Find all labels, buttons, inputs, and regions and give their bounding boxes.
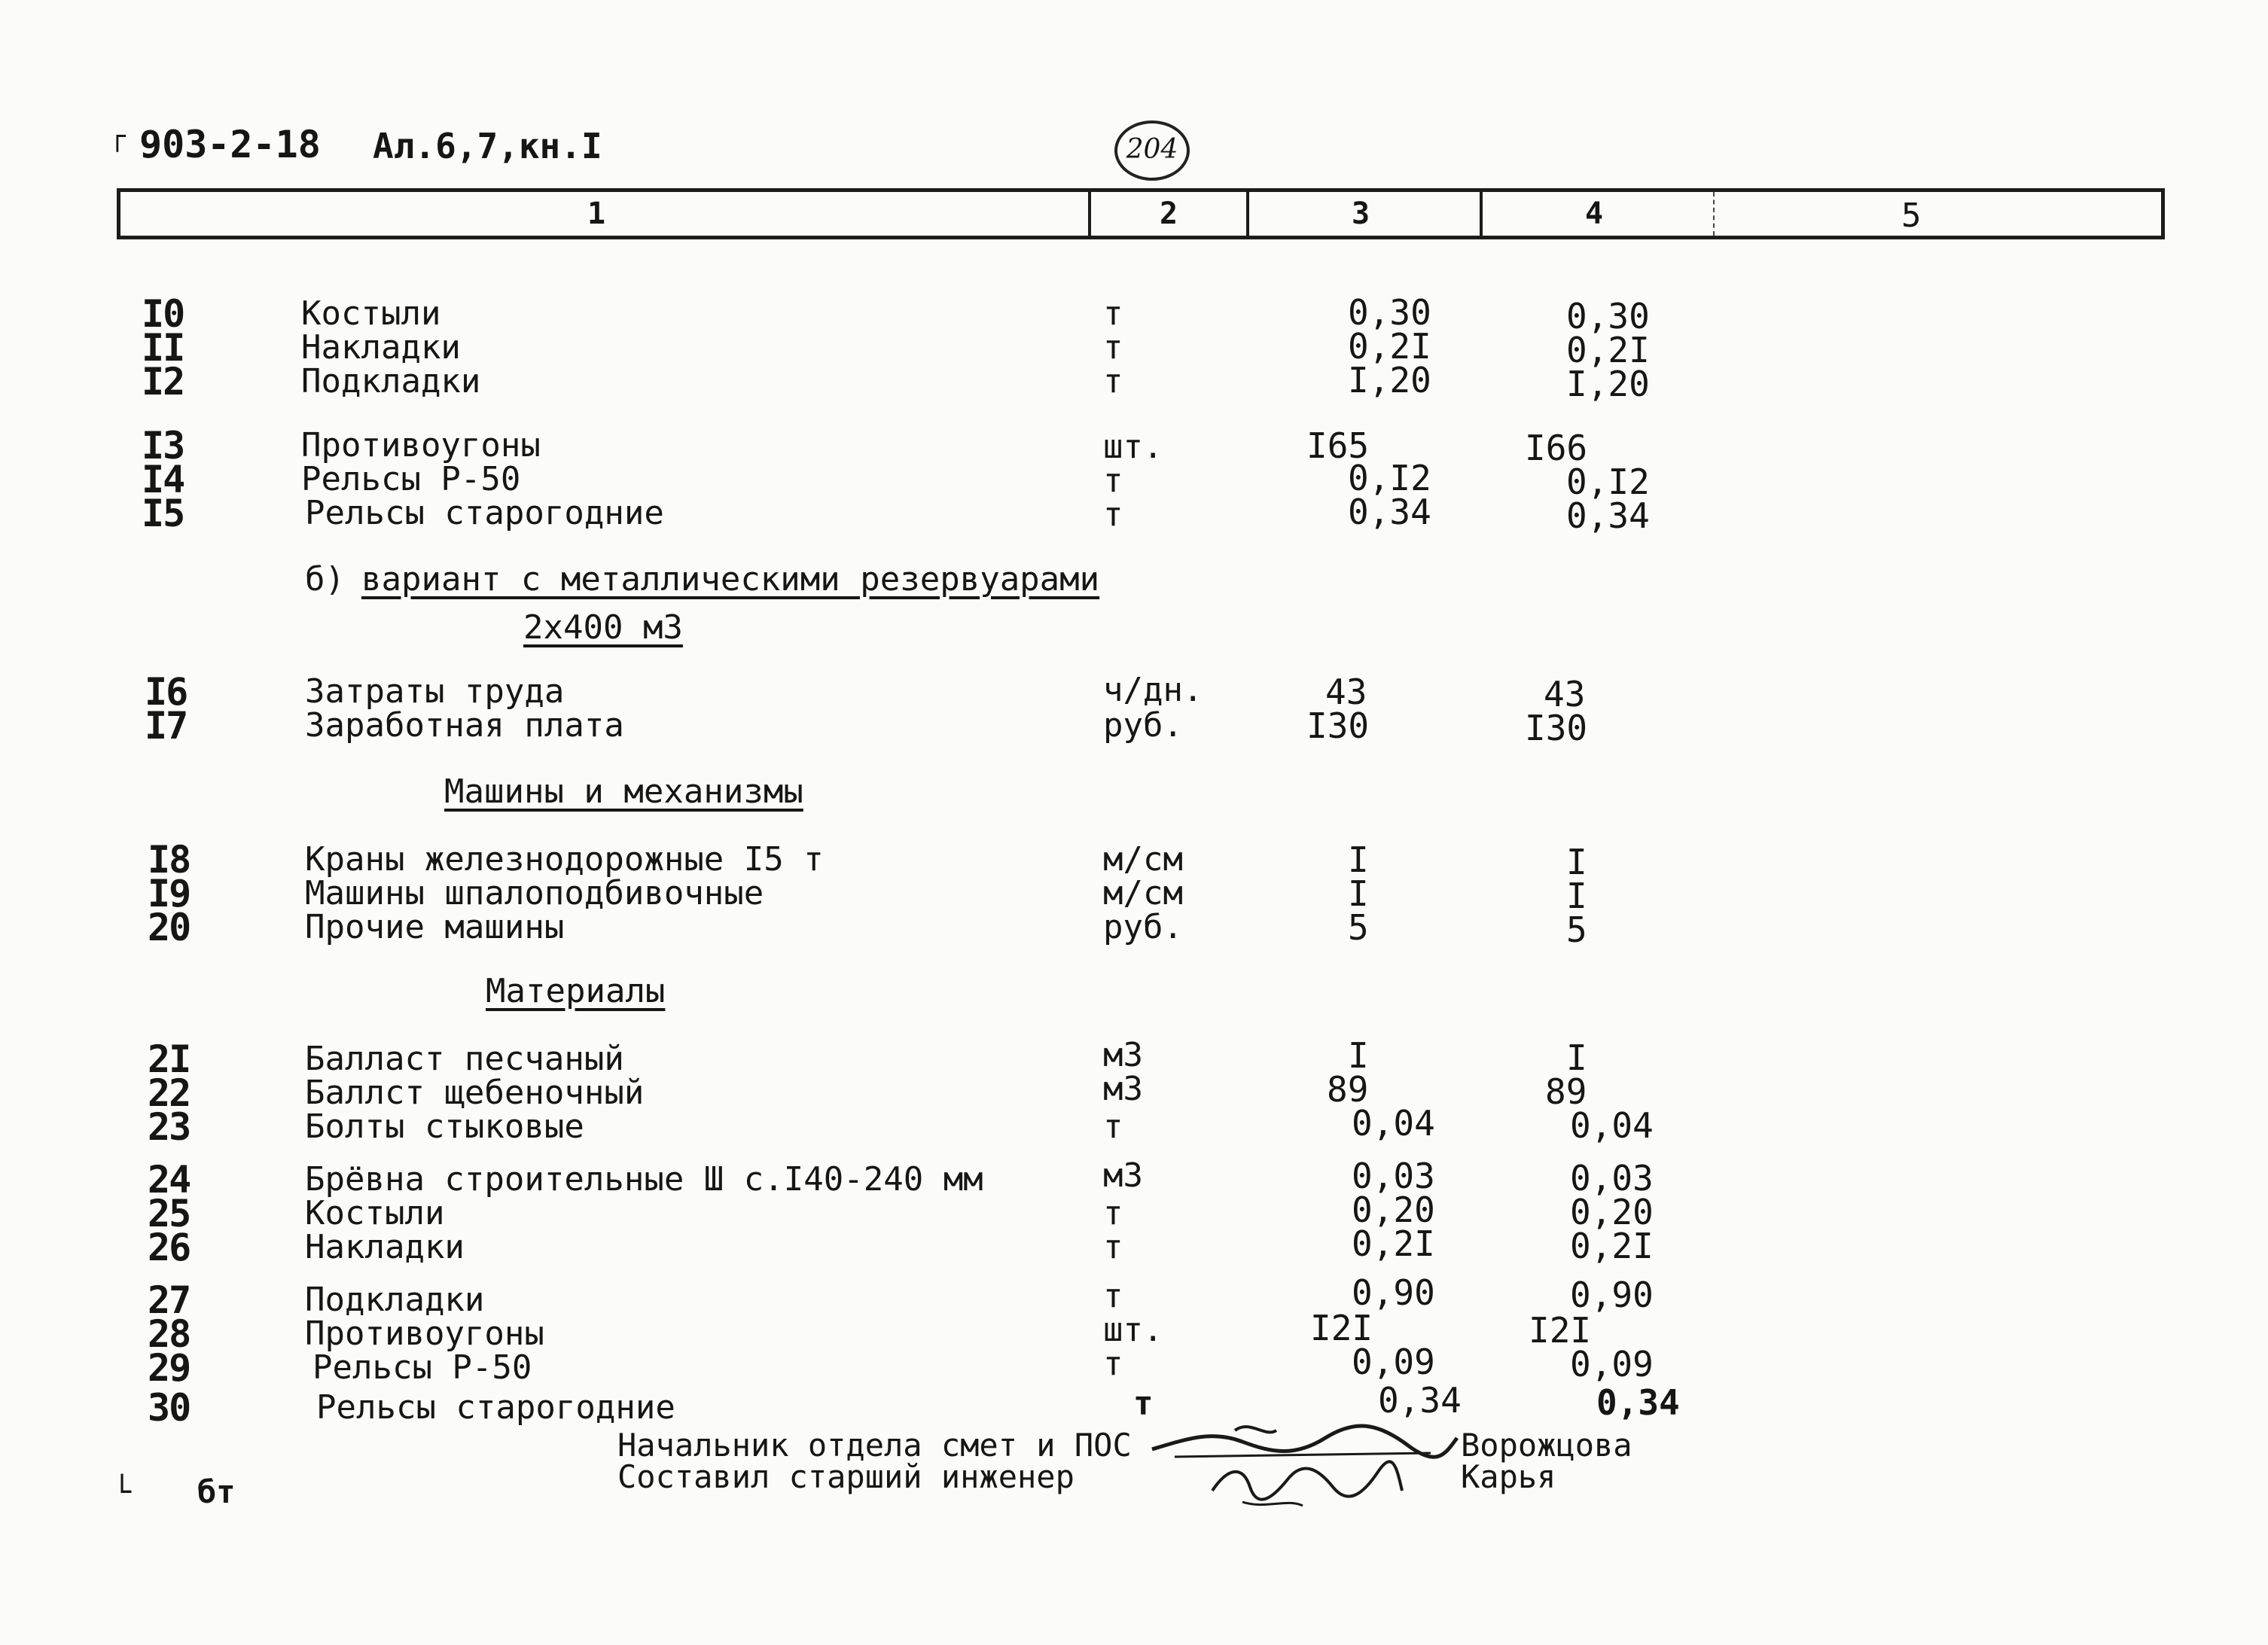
row-value-col3: 0,34 <box>1378 1380 1462 1421</box>
row-value-col3: 0,2I <box>1348 326 1431 367</box>
column-divider <box>1713 192 1715 236</box>
row-number: 24 <box>148 1158 191 1202</box>
column-divider <box>1246 192 1249 236</box>
row-value-col3: 89 <box>1327 1069 1369 1110</box>
column-header-1: 1 <box>587 196 606 231</box>
row-number: 27 <box>148 1278 191 1322</box>
row-number: 23 <box>148 1105 191 1149</box>
row-value-col4: I2I <box>1529 1310 1592 1351</box>
row-number: I4 <box>142 458 184 501</box>
row-unit: т <box>1103 462 1123 500</box>
album-ref: Ал.6,7,кн.I <box>373 126 602 166</box>
row-number: I6 <box>145 670 187 714</box>
column-header-2: 2 <box>1160 196 1178 231</box>
row-number: 2I <box>148 1037 191 1081</box>
row-name: Накладки <box>305 1228 465 1266</box>
row-unit: т <box>1103 1345 1123 1383</box>
row-number: I0 <box>142 292 184 336</box>
footer-mark: бт <box>197 1473 236 1510</box>
signature-role-2: Составил старший инженер <box>617 1458 1075 1495</box>
row-unit: м3 <box>1103 1036 1143 1074</box>
machines-heading: Машины и механизмы <box>444 772 803 811</box>
row-name: Баллст щебеночный <box>305 1074 645 1112</box>
row-value-col4: 0,34 <box>1596 1382 1680 1423</box>
row-number: 29 <box>148 1346 191 1390</box>
row-value-col3: I30 <box>1306 705 1370 746</box>
row-name: Брёвна строительные Ш с.I40-240 мм <box>305 1160 983 1199</box>
row-value-col4: 0,I2 <box>1566 462 1650 502</box>
row-name: Рельсы Р-50 <box>312 1348 532 1387</box>
signature-role-1: Начальник отдела смет и ПОС <box>617 1427 1132 1464</box>
row-unit: шт. <box>1103 1311 1163 1349</box>
column-header-3: 3 <box>1352 196 1370 231</box>
row-value-col3: I2I <box>1310 1308 1373 1348</box>
row-unit: т <box>1133 1385 1154 1423</box>
row-value-col4: 0,04 <box>1570 1105 1654 1146</box>
row-number: 20 <box>148 906 191 949</box>
row-unit: м3 <box>1103 1156 1143 1195</box>
row-number: I5 <box>142 492 184 535</box>
row-value-col3: 0,04 <box>1352 1103 1435 1144</box>
row-unit: руб. <box>1103 908 1183 946</box>
row-name: Краны железнодорожные I5 т <box>305 840 824 879</box>
row-value-col4: 0,2I <box>1566 330 1650 370</box>
row-unit: м/см <box>1103 840 1183 879</box>
row-unit: т <box>1103 294 1123 333</box>
row-name: Подкладки <box>305 1281 485 1319</box>
row-value-col3: 5 <box>1348 907 1369 948</box>
row-value-col3: 0,2I <box>1352 1223 1435 1264</box>
row-value-col4: 0,30 <box>1566 296 1650 337</box>
row-number: I3 <box>142 424 184 468</box>
row-value-col4: I <box>1566 842 1587 882</box>
row-name: Затраты труда <box>305 672 565 711</box>
row-value-col3: 0,30 <box>1348 292 1431 333</box>
row-value-col3: 0,34 <box>1348 492 1431 532</box>
row-unit: т <box>1103 495 1123 534</box>
row-value-col4: 0,20 <box>1570 1192 1654 1232</box>
row-value-col4: 5 <box>1566 909 1587 950</box>
sheet-number: 204 <box>1126 134 1178 165</box>
row-unit: руб. <box>1103 706 1183 745</box>
signature-name-2: Карья <box>1461 1458 1556 1495</box>
row-unit: т <box>1103 1277 1123 1315</box>
row-name: Рельсы Р-50 <box>301 460 521 498</box>
row-value-col4: 0,03 <box>1570 1158 1654 1199</box>
row-name: Накладки <box>301 328 461 367</box>
corner-mark: └ <box>113 1475 132 1509</box>
row-name: Заработная плата <box>305 706 624 745</box>
row-number: II <box>142 326 184 370</box>
row-name: Машины шпалоподбивочные <box>305 874 764 912</box>
row-value-col4: 43 <box>1544 674 1586 714</box>
row-unit: т <box>1103 362 1123 401</box>
row-value-col3: 0,I2 <box>1348 458 1431 498</box>
row-name: Костыли <box>301 294 441 333</box>
row-name: Подкладки <box>301 362 481 401</box>
section-b-title: вариант с металлическими резервуарами <box>361 560 1100 599</box>
row-name: Рельсы старогодние <box>316 1388 675 1427</box>
row-value-col3: I,20 <box>1348 360 1431 401</box>
column-header-4: 4 <box>1585 196 1604 231</box>
row-name: Противоугоны <box>301 426 541 465</box>
signature-name-1: Ворожцова <box>1461 1427 1632 1464</box>
row-number: 28 <box>148 1312 191 1356</box>
row-number: I8 <box>148 838 191 882</box>
row-value-col4: I30 <box>1525 708 1588 748</box>
row-value-col4: 0,90 <box>1570 1275 1654 1315</box>
row-name: Противоугоны <box>305 1314 544 1353</box>
row-number: I9 <box>148 872 191 915</box>
row-value-col4: 0,09 <box>1570 1344 1654 1385</box>
row-number: I2 <box>142 360 184 404</box>
row-unit: т <box>1103 1194 1123 1232</box>
sheet-number-stamp <box>1114 120 1190 181</box>
row-value-col4: 89 <box>1545 1071 1587 1112</box>
section-b-subtitle: 2х400 м3 <box>523 608 683 647</box>
row-unit: м3 <box>1103 1070 1143 1108</box>
row-value-col4: I <box>1566 876 1587 916</box>
column-divider <box>1480 192 1483 236</box>
row-value-col3: I65 <box>1306 425 1370 466</box>
handwritten-signature-2 <box>1205 1453 1408 1513</box>
row-name: Костыли <box>305 1194 445 1232</box>
row-value-col3: 0,09 <box>1352 1342 1435 1382</box>
row-value-col4: I <box>1566 1037 1587 1078</box>
column-header-5: 5 <box>1901 196 1922 235</box>
column-divider <box>1088 192 1091 236</box>
row-value-col3: 43 <box>1325 672 1367 712</box>
row-unit: т <box>1103 1107 1123 1146</box>
row-value-col4: I,20 <box>1566 364 1650 404</box>
row-unit: т <box>1103 328 1123 367</box>
row-name: Прочие машины <box>305 908 565 946</box>
row-number: I7 <box>145 704 187 748</box>
row-unit: т <box>1103 1228 1123 1266</box>
materials-heading: Материалы <box>486 972 666 1010</box>
row-value-col3: I <box>1348 1035 1369 1076</box>
row-value-col3: I <box>1348 873 1369 914</box>
row-value-col4: 0,34 <box>1566 495 1650 536</box>
row-unit: ч/дн. <box>1103 671 1203 709</box>
row-value-col3: 0,20 <box>1352 1190 1435 1230</box>
row-unit: шт. <box>1103 428 1163 466</box>
column-header-row <box>117 188 2165 239</box>
row-value-col4: I66 <box>1525 428 1588 468</box>
row-value-col3: I <box>1348 839 1369 880</box>
section-b-prefix: б) <box>305 560 345 599</box>
row-name: Рельсы старогодние <box>305 494 664 532</box>
row-number: 30 <box>148 1386 191 1430</box>
row-name: Болты стыковые <box>305 1107 584 1146</box>
row-unit: м/см <box>1103 874 1183 912</box>
row-number: 25 <box>148 1192 191 1235</box>
row-number: 22 <box>148 1071 191 1115</box>
row-value-col3: 0,90 <box>1352 1272 1435 1313</box>
corner-mark-top: ┌ <box>109 121 126 152</box>
row-value-col3: 0,03 <box>1352 1156 1435 1196</box>
doc-code: 903-2-18 <box>139 123 321 166</box>
row-value-col4: 0,2I <box>1570 1226 1654 1266</box>
row-number: 26 <box>148 1226 191 1269</box>
row-name: Балласт песчаный <box>305 1040 624 1078</box>
